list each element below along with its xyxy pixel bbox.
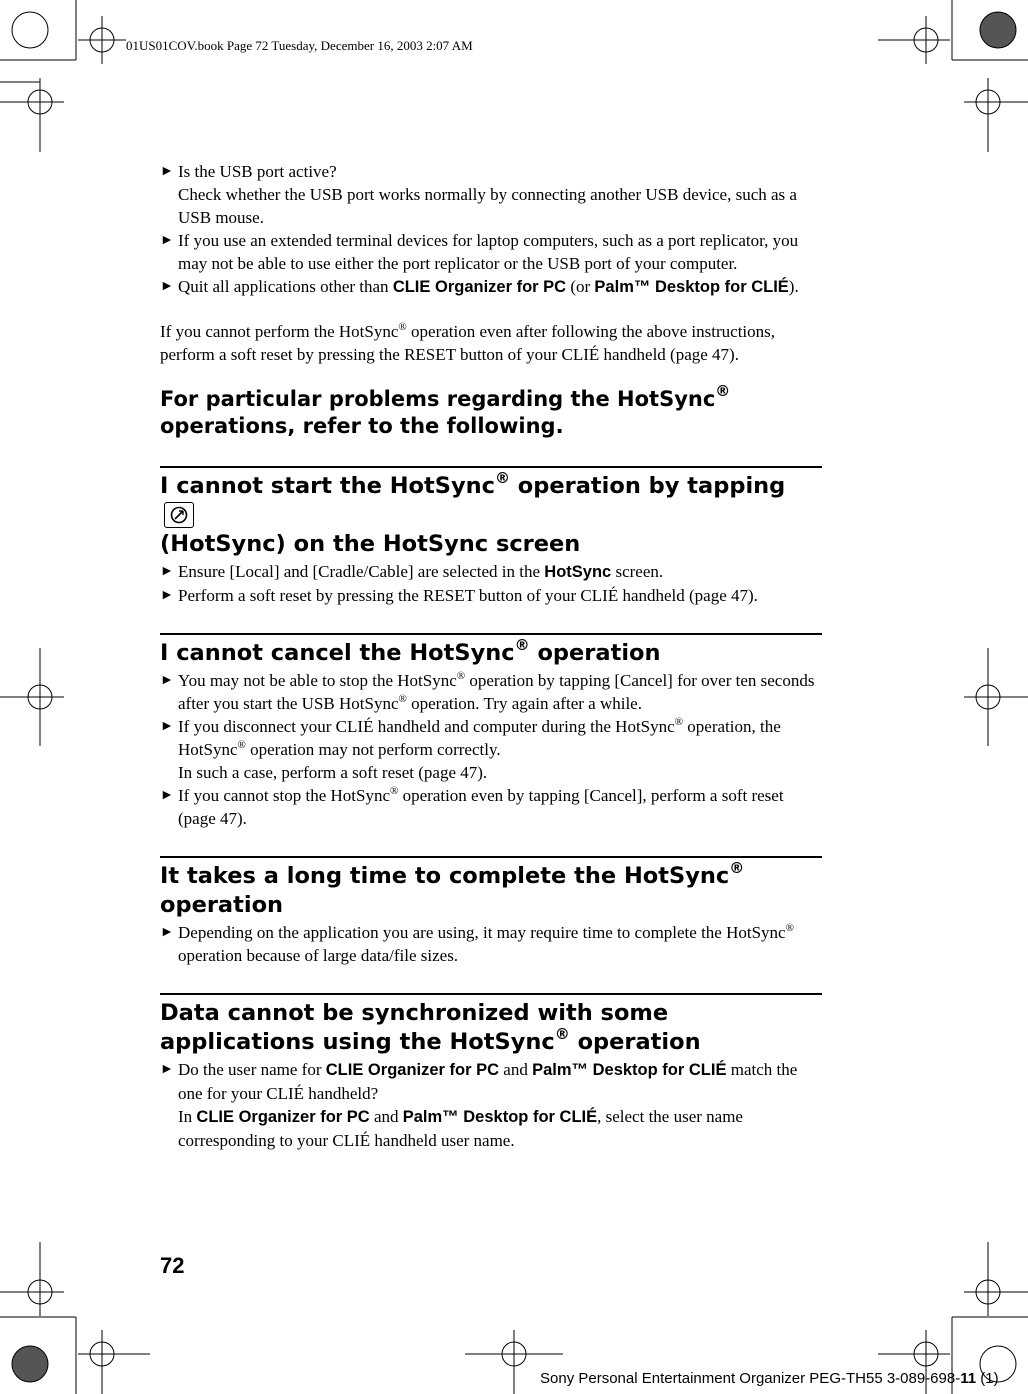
bullet-ensure-local: ► Ensure [Local] and [Cradle/Cable] are selected in the HotSync screen. [160, 562, 664, 581]
section-title: Data cannot be synchronized with some applications using the HotSync® operation [160, 1000, 701, 1055]
section-cannot-start [160, 466, 822, 607]
main-content [160, 160, 822, 1152]
bullet-port-replicator: ► If you use an extended terminal devices for laptop computers, such as a port replicator, you may not be able to use either the port replicator or the USB port of your computer. [160, 231, 799, 273]
section-long-time [160, 856, 822, 967]
bullet-icon: ► [160, 719, 174, 734]
bullet-usb-active: ► Is the USB port active? Check whether the USB port works normally by connecting another USB device, such as a USB mouse. [160, 162, 797, 227]
bullet-icon: ► [160, 233, 174, 248]
bullet-icon: ► [160, 788, 174, 803]
bullet-icon: ► [160, 673, 174, 688]
soft-reset-paragraph: If you cannot perform the HotSync® operation even after following the above instructions, perform a soft reset by pressing the RESET button of your CLIÉ handheld (page 47). [160, 321, 776, 364]
file-stamp: 01US01COV.book Page 72 Tuesday, December 16, 2003 2:07 AM [126, 38, 473, 53]
section-cannot-cancel [160, 633, 822, 830]
problems-subheading: For particular problems regarding the HotSync® operations, refer to the following. [160, 382, 731, 438]
bullet-icon: ► [160, 588, 174, 603]
bullet-quit-apps: ► Quit all applications other than CLIE Organizer for PC (or Palm™ Desktop for CLIÉ). [160, 277, 799, 296]
bullet-cannot-stop: ► If you cannot stop the HotSync® operation even by tapping [Cancel], perform a soft reset (page 47). [160, 785, 784, 828]
footer-model-info: Sony Personal Entertainment Organizer PEG-TH55 3-089-698-11 (1) [540, 1370, 999, 1387]
section-title: It takes a long time to complete the HotSync® operation [160, 859, 745, 918]
bullet-icon: ► [160, 279, 174, 294]
bullet-cancel-wait: ► You may not be able to stop the HotSync® operation by tapping [Cancel] for over ten seconds after you start the USB HotSync® operation. Try again after a while. [160, 670, 815, 713]
bullet-soft-reset: ► Perform a soft reset by pressing the RESET button of your CLIÉ handheld (page 47). [160, 586, 758, 605]
bullet-disconnect: ► If you disconnect your CLIÉ handheld and computer during the HotSync® operation, the HotSync® operation may not perform correctly. In such a case, perform a soft reset (page 47). [160, 716, 781, 782]
section-title: I cannot cancel the HotSync® operation [160, 636, 661, 666]
bullet-user-name: ► Do the user name for CLIE Organizer for PC and Palm™ Desktop for CLIÉ match the one for your CLIÉ handheld? In CLIE Organizer for PC and Palm™ Desktop for CLIÉ, select the user name corresponding to your CLIÉ handheld user name. [160, 1060, 798, 1150]
bullet-icon: ► [160, 564, 174, 579]
section-data-not-synced [160, 993, 822, 1152]
bullet-large-data: ► Depending on the application you are using, it may require time to complete the HotSync® operation because of large data/file sizes. [160, 922, 794, 965]
bullet-icon: ► [160, 164, 174, 179]
page-number: 72 [160, 1253, 185, 1278]
bullet-icon: ► [160, 1062, 174, 1077]
hotsync-icon [164, 502, 194, 528]
section-title: I cannot start the HotSync® operation by tapping (HotSync) on the HotSync screen [160, 469, 786, 557]
bullet-icon: ► [160, 925, 174, 940]
